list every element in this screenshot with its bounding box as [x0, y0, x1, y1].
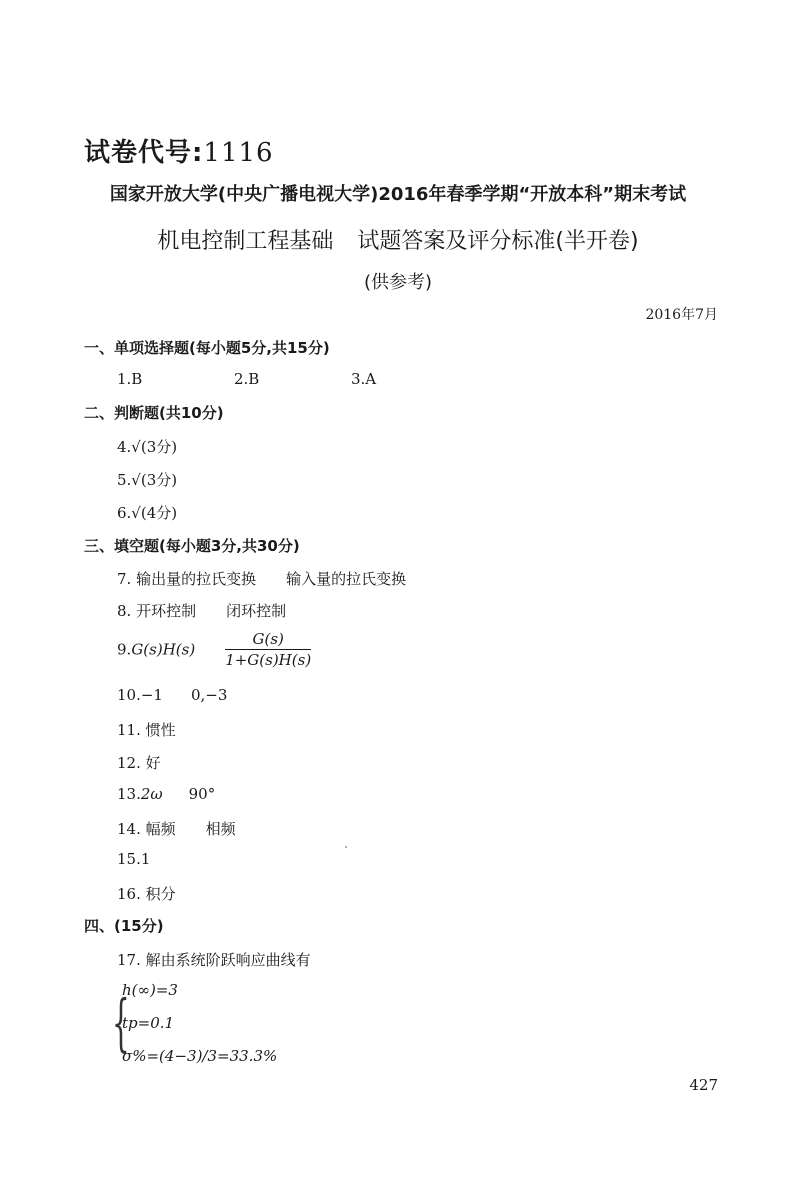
answer-17-intro: 17. 解由系统阶跃响应曲线有	[117, 951, 311, 969]
fraction-denominator: 1+G(s)H(s)	[225, 651, 312, 669]
university-exam-line: 国家开放大学(中央广播电视大学)2016年春季学期“开放本科”期末考试	[109, 184, 687, 205]
equation-steady-state: h(∞)=3	[122, 981, 178, 999]
answer-12a: 好	[145, 754, 161, 772]
answer-13a: 2ω	[140, 785, 163, 803]
paper-code	[84, 132, 274, 169]
answer-13: 13.2ω 90°	[117, 785, 216, 803]
answer-14: 14. 幅频 相频	[117, 820, 236, 838]
answer-3: 3.A	[351, 370, 377, 388]
answer-14a: 幅频	[145, 820, 176, 838]
section4-heading: 四、(15分)	[84, 917, 164, 935]
section3-heading: 三、填空题(每小题3分,共30分)	[84, 537, 300, 555]
answer-9-fraction	[225, 630, 311, 669]
paper-code-label: 试卷代号:	[84, 138, 204, 168]
answer-6: 6.√(4分)	[117, 504, 178, 522]
answer-11: 11. 惯性	[117, 721, 176, 739]
answer-7b: 输入量的拉氏变换	[286, 570, 407, 588]
answer-10a: −1	[140, 686, 163, 704]
answer-key-title: 试题答案及评分标准(半开卷)	[357, 229, 639, 254]
reference-note: (供参考)	[363, 272, 433, 293]
answer-11a: 惯性	[145, 721, 176, 739]
answer-10b: 0,−3	[190, 686, 228, 704]
answer-12: 12. 好	[117, 754, 161, 772]
answer-10: 10.−1 0,−3	[117, 686, 228, 704]
answer-9: 9.G(s)H(s) $\frac{G(s)}{1+G(s)H(s)}$	[117, 630, 312, 669]
equation-overshoot: σ%=(4−3)/3=33.3%	[122, 1047, 278, 1065]
scan-speck	[345, 846, 347, 848]
fraction-numerator: G(s)	[225, 630, 311, 650]
exam-date: 2016年7月	[645, 307, 718, 323]
answer-9a: G(s)H(s)	[131, 640, 196, 659]
answer-15a: 1	[140, 850, 151, 868]
equation-system-brace: {	[112, 986, 130, 1059]
section1-heading: 一、单项选择题(每小题5分,共15分)	[84, 339, 330, 357]
equation-peak-time: tp=0.1	[122, 1014, 175, 1032]
answer-5: 5.√(3分)	[117, 471, 178, 489]
course-name: 机电控制工程基础	[157, 229, 334, 254]
answer-14b: 相频	[205, 820, 236, 838]
section1-answers	[117, 370, 376, 388]
section2-heading: 二、判断题(共10分)	[84, 404, 224, 422]
paper-code-number: 1116	[203, 138, 274, 168]
page-number: 427	[689, 1076, 718, 1094]
answer-7: 7. 输出量的拉氏变换 输入量的拉氏变换	[117, 570, 407, 588]
answer-15: 15.1	[117, 850, 151, 868]
answer-16a: 积分	[145, 885, 176, 903]
answer-8: 8. 开环控制 闭环控制	[117, 602, 287, 620]
answer-1: 1.B	[117, 370, 143, 388]
answer-7a: 输出量的拉氏变换	[136, 570, 257, 588]
answer-2: 2.B	[234, 370, 260, 388]
answer-13b: 90°	[188, 785, 216, 803]
answer-8a: 开环控制	[136, 602, 197, 620]
answer-8b: 闭环控制	[226, 602, 287, 620]
answer-16: 16. 积分	[117, 885, 176, 903]
paper-title	[0, 224, 796, 255]
answer-4: 4.√(3分)	[117, 438, 178, 456]
